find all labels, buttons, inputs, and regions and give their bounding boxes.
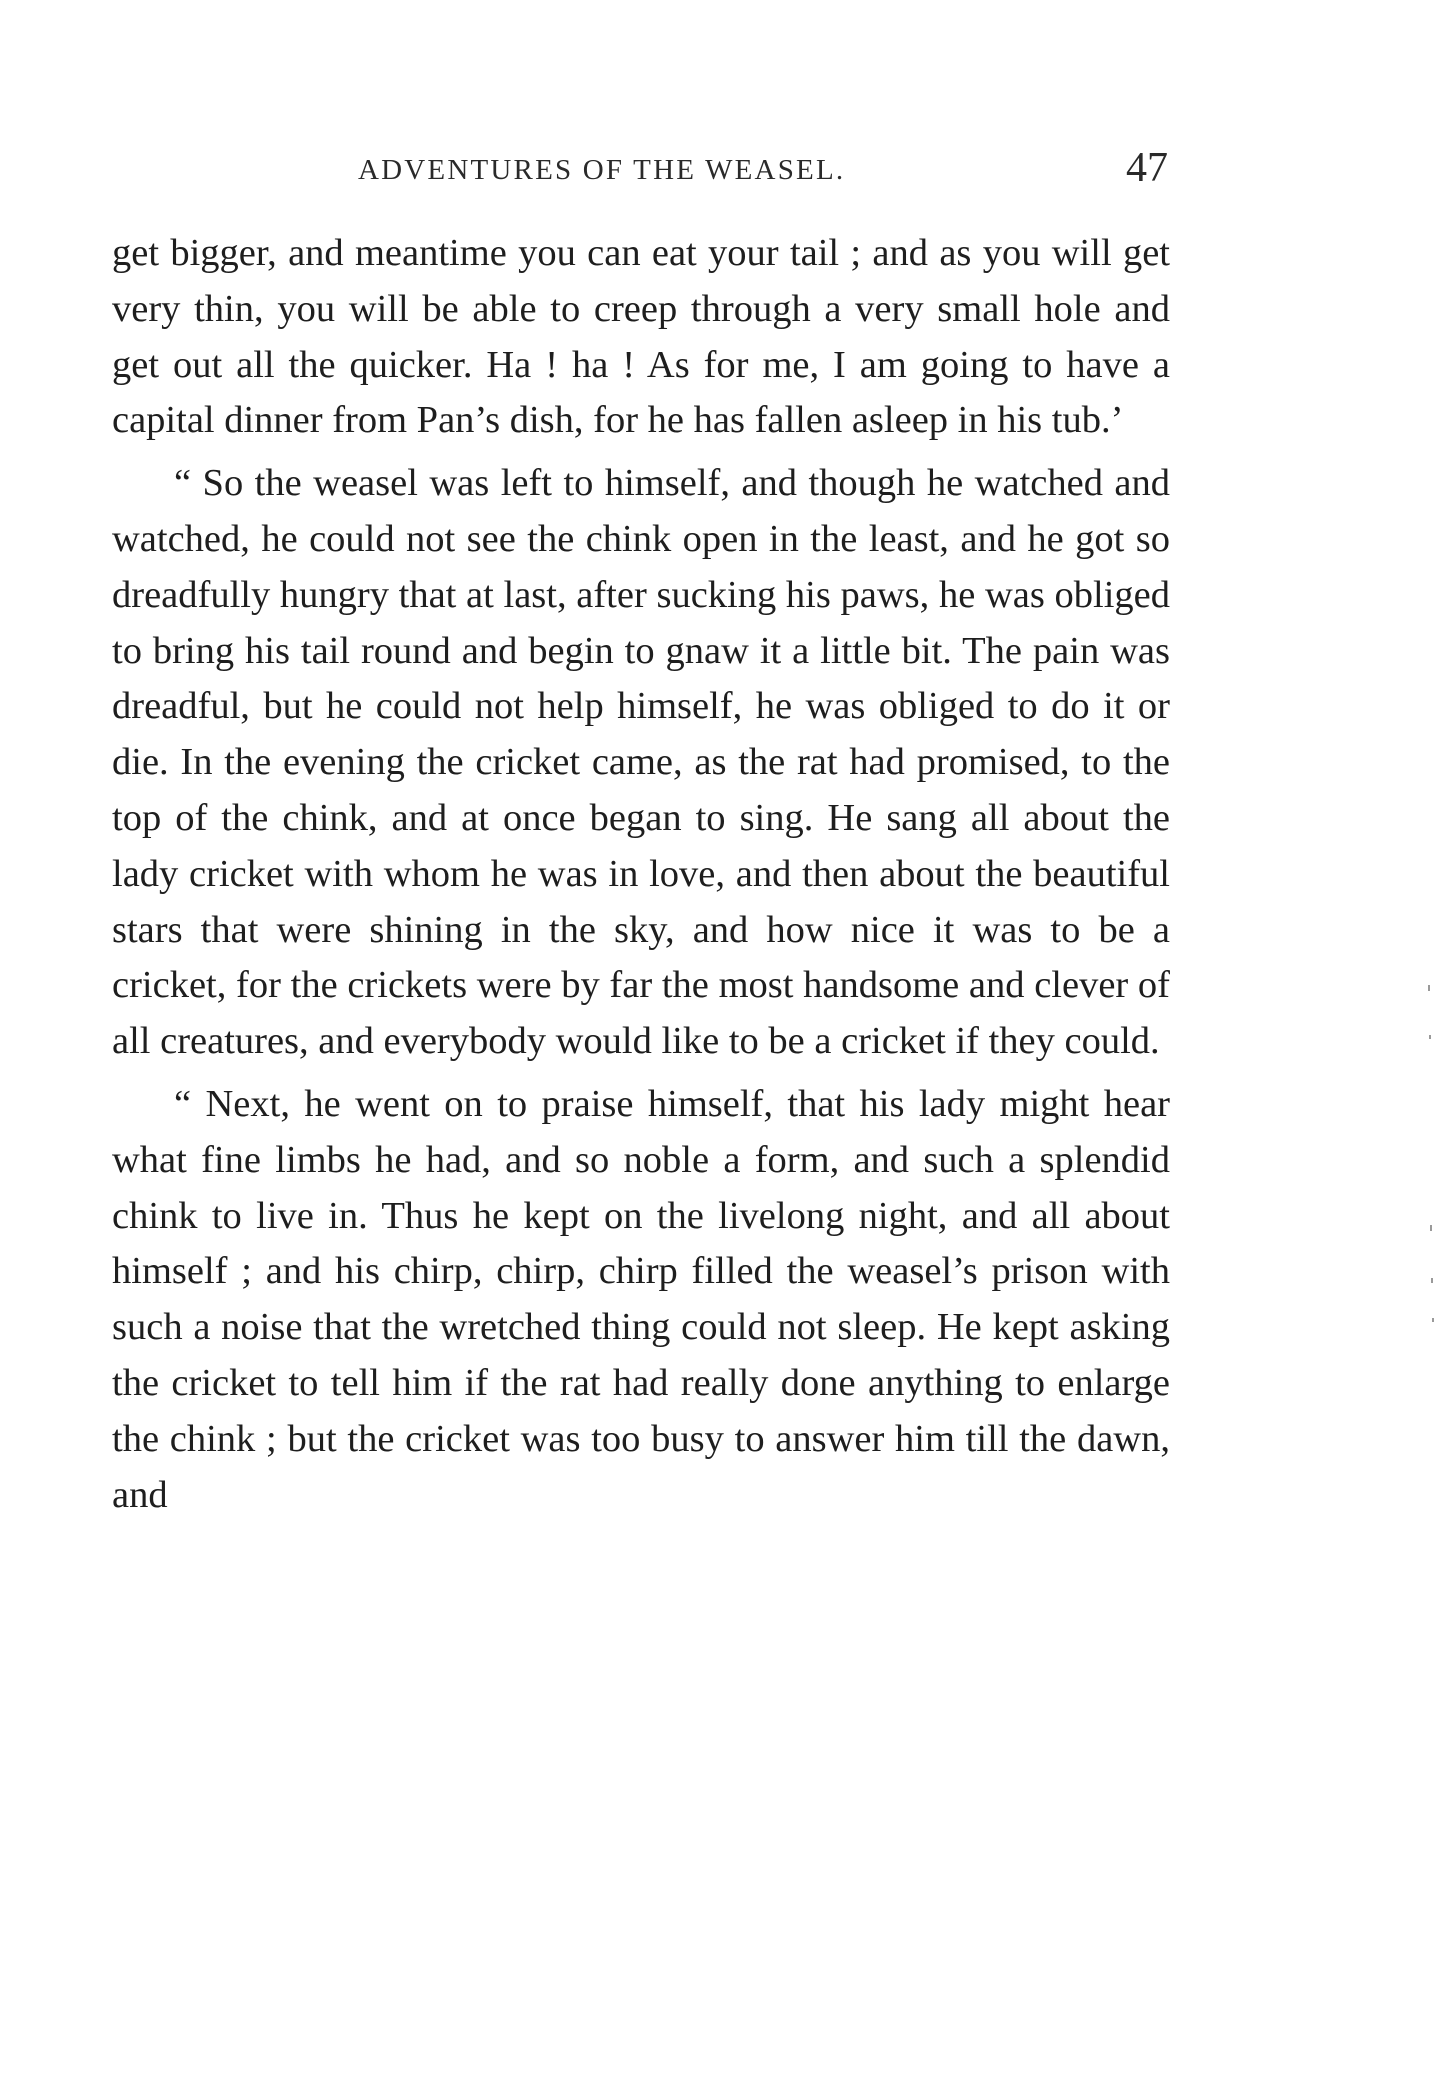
paragraph-weasel-alone: “ So the weasel was left to himself, and though he watched and watched, he could not see the chink open in the least, and he got so dreadfully hungry that at last, after sucking his paws, he was obliged to bring his tail round and begin to gnaw it a little bit. The pain was dreadful, but he could not help himself, he was obliged to do it or die. In the evening the cricket came, as the rat had promised, to the top of the chink, and at once began to sing. He sang all about the lady cricket with whom he was in love, and then about the beautiful stars that were shining in the sky, and how nice it was to be a cricket, for the crickets were by far the most handsome and clever of all creatures, and everybody would like to be a cricket if they could.: [112, 462, 1170, 1063]
scan-mark: [1430, 1225, 1432, 1231]
body-text: [112, 226, 1170, 1530]
paragraph-continuation: get bigger, and meantime you can eat your tail ; and as you will get very thin, you will be able to creep through a very small hole and get out all the quicker. Ha ! ha ! As for me, I am going to have a capital dinner from Pan’s dish, for he has fallen asleep in his tub.’: [112, 232, 1170, 442]
running-head: [118, 145, 1168, 198]
scan-mark: [1428, 985, 1430, 991]
page-number: 47: [1126, 145, 1168, 191]
scan-mark: [1429, 1035, 1431, 1039]
running-title: ADVENTURES OF THE WEASEL.: [358, 154, 846, 186]
scan-mark: [1431, 1278, 1433, 1283]
scan-mark: [1432, 1318, 1434, 1322]
paragraph-cricket-praise: “ Next, he went on to praise himself, that his lady might hear what fine limbs he had, and so noble a form, and such a splendid chink to live in. Thus he kept on the livelong night, and all about himself ; and his chirp, chirp, chirp filled the weasel’s prison with such a noise that the wretched thing could not sleep. He kept asking the cricket to tell him if the rat had really done anything to enlarge the chink ; but the cricket was too busy to answer him till the dawn, and: [112, 1082, 1170, 1516]
